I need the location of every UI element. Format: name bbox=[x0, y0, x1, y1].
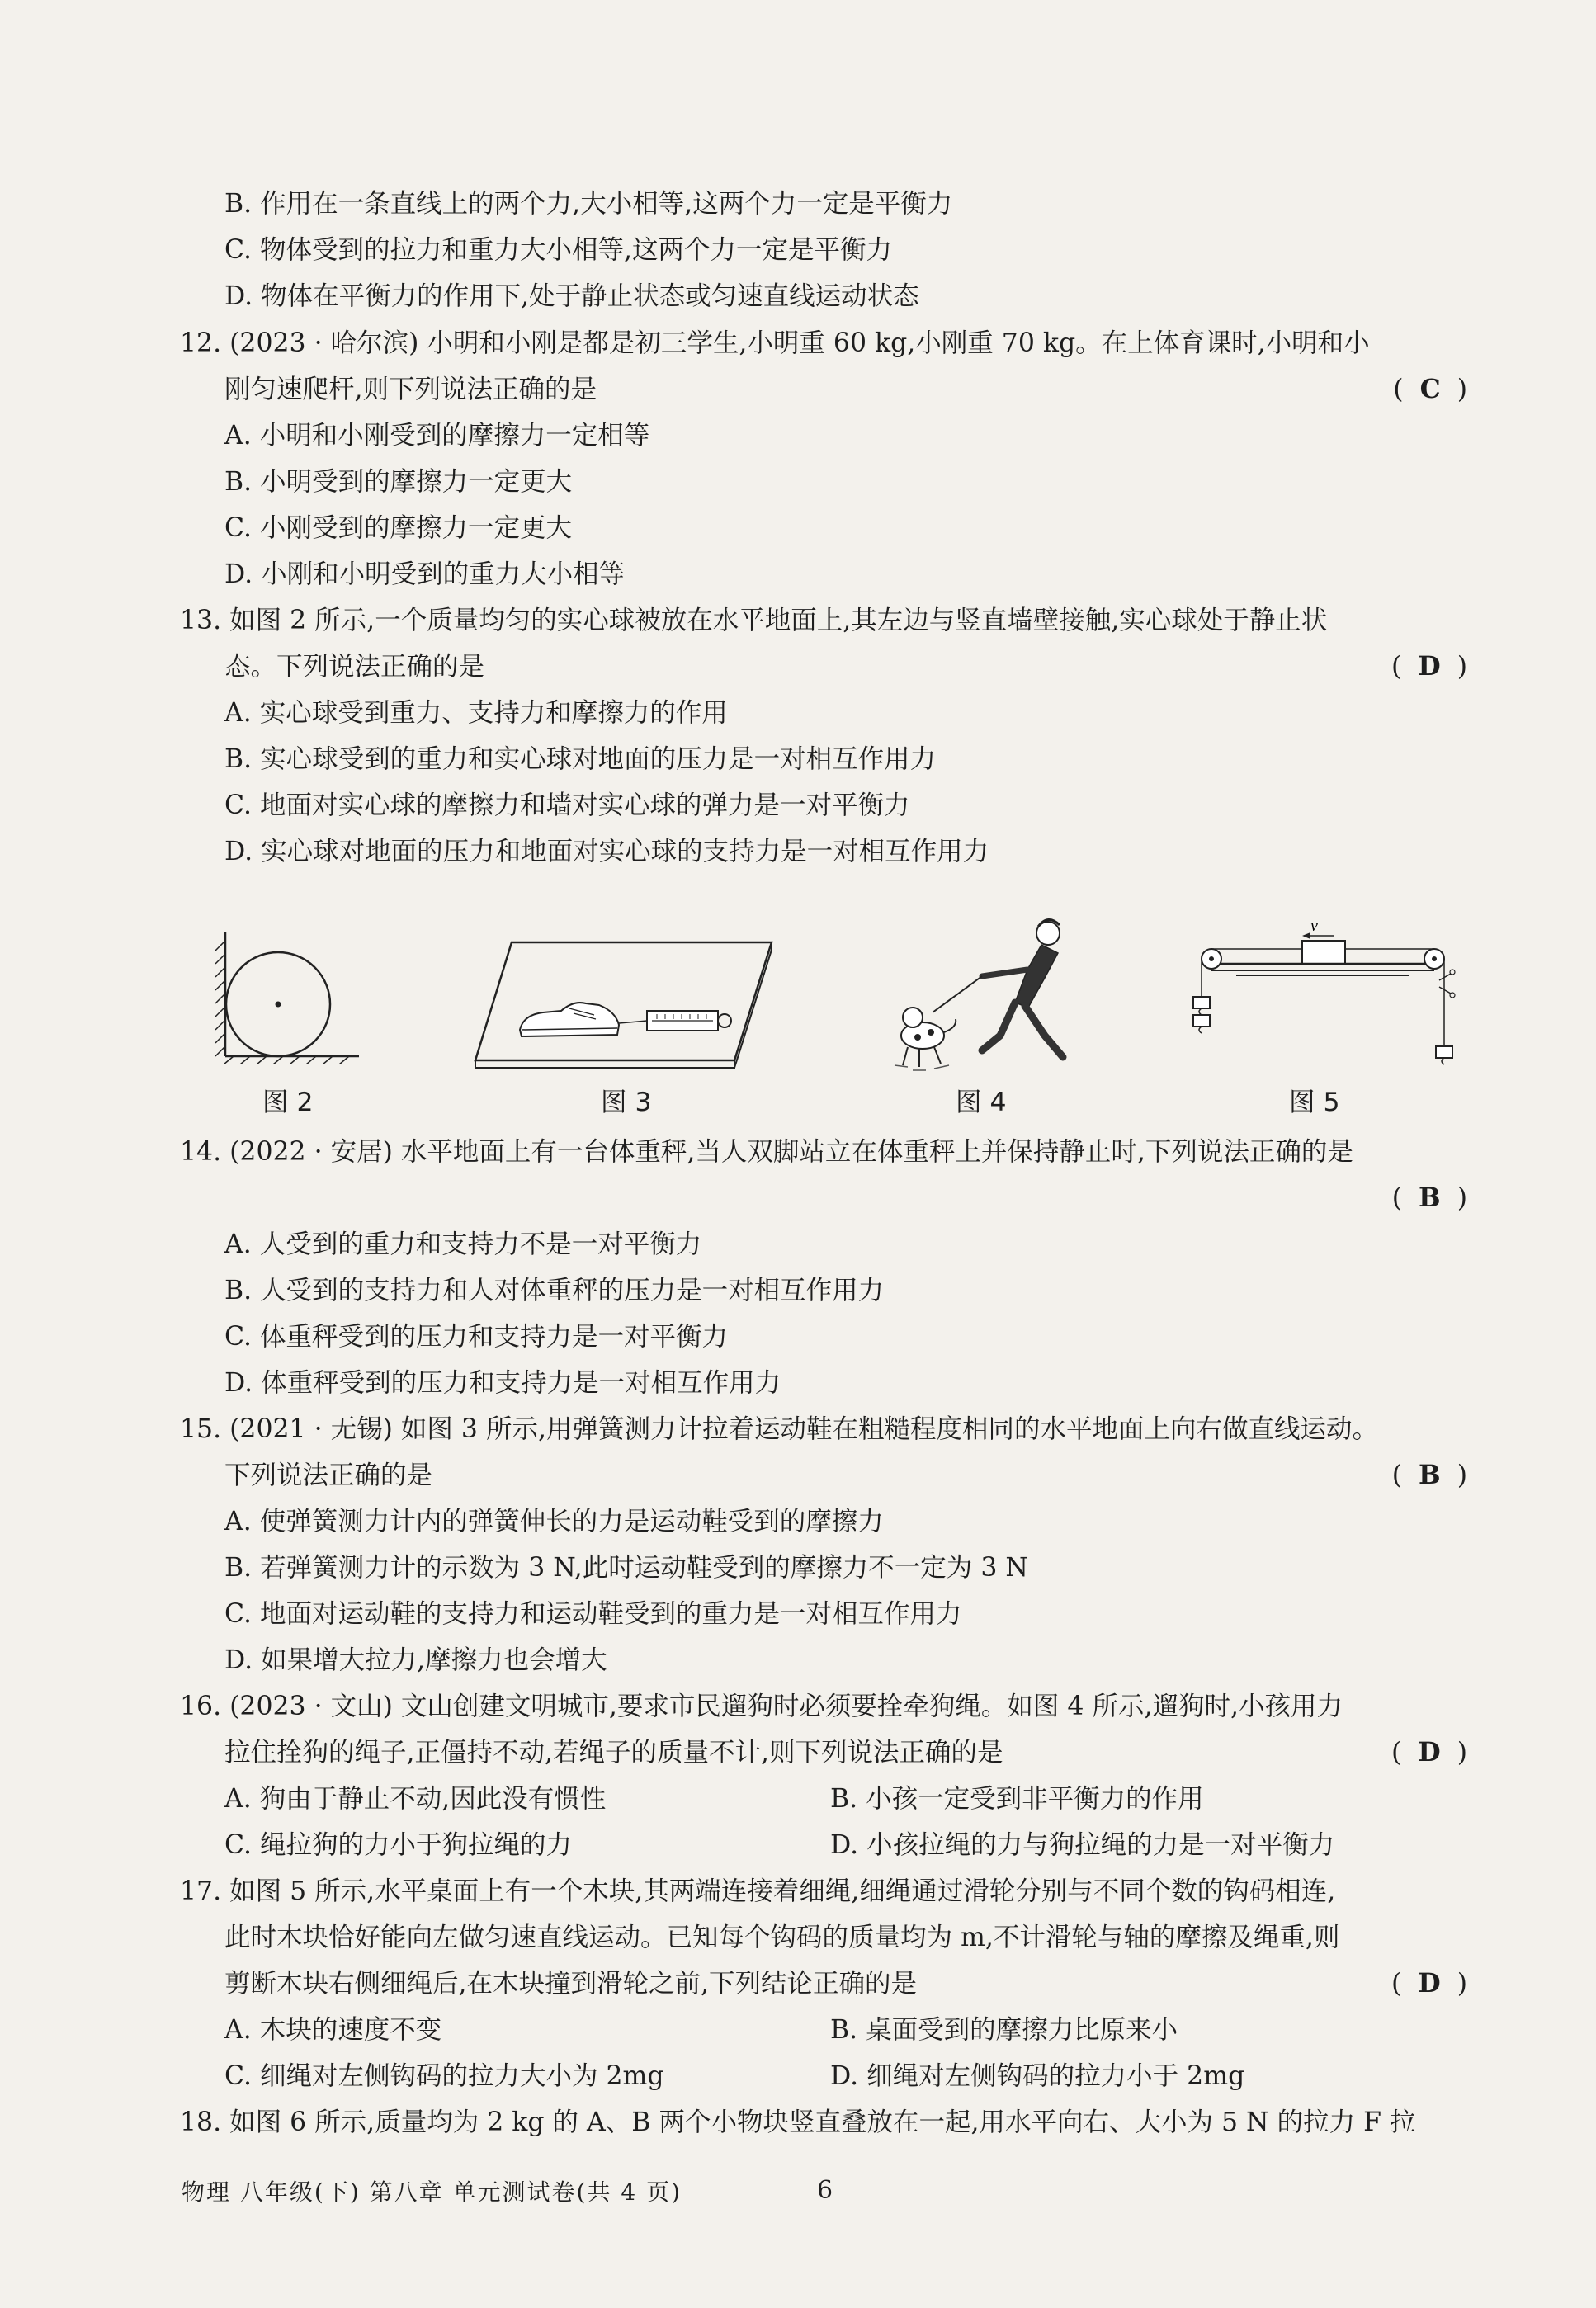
question-12-stem-cont: 刚匀速爬杆,则下列说法正确的是 bbox=[224, 375, 597, 404]
page-footer: 物理 八年级(下) 第八章 单元测试卷(共 4 页) bbox=[182, 2178, 682, 2206]
question-13-stem: 13. 如图 2 所示,一个质量均匀的实心球被放在水平地面上,其左边与竖直墙壁接触,实心球处于静止状 bbox=[180, 606, 1328, 635]
option-text: A. 狗由于静止不动,因此没有惯性 bbox=[224, 1784, 607, 1814]
answer-letter: B bbox=[1419, 1182, 1441, 1213]
question-15-stem-cont: 下列说法正确的是 bbox=[224, 1461, 433, 1490]
answer-bracket: ( B ) bbox=[1391, 1460, 1467, 1490]
question-17-stem: 17. 如图 5 所示,水平桌面上有一个木块,其两端连接着细绳,细绳通过滑轮分别与不同个数的钩码相连, bbox=[180, 1876, 1336, 1906]
question-13-stem-cont: 态。下列说法正确的是 bbox=[224, 652, 485, 682]
option-text: D. 体重秤受到的压力和支持力是一对相互作用力 bbox=[224, 1368, 781, 1398]
option-text: C. 体重秤受到的压力和支持力是一对平衡力 bbox=[224, 1322, 729, 1352]
option-text: D. 实心球对地面的压力和地面对实心球的支持力是一对相互作用力 bbox=[224, 837, 989, 866]
option-text: D. 小孩拉绳的力与狗拉绳的力是一对平衡力 bbox=[830, 1830, 1335, 1860]
question-15-stem: 15. (2021 · 无锡) 如图 3 所示,用弹簧测力计拉着运动鞋在粗糙程度相同的水平地面上向右做直线运动。 bbox=[180, 1414, 1378, 1444]
option-text: C. 地面对运动鞋的支持力和运动鞋受到的重力是一对相互作用力 bbox=[224, 1599, 962, 1629]
option-text: D. 细绳对左侧钩码的拉力小于 2mg bbox=[830, 2061, 1245, 2091]
question-16-stem: 16. (2023 · 文山) 文山创建文明城市,要求市民遛狗时必须要拴牵狗绳。如图 4 所示,遛狗时,小孩用力 bbox=[180, 1692, 1343, 1721]
answer-letter: B bbox=[1419, 1460, 1441, 1490]
question-18-stem: 18. 如图 6 所示,质量均为 2 kg 的 A、B 两个小物块竖直叠放在一起,用水平向右、大小为 5 N 的拉力 F 拉 bbox=[180, 2107, 1416, 2137]
figure-4-child-dog bbox=[883, 912, 1089, 1077]
answer-letter: D bbox=[1418, 1968, 1441, 1999]
answer-bracket: ( D ) bbox=[1391, 651, 1467, 682]
option-text: B. 桌面受到的摩擦力比原来小 bbox=[830, 2015, 1178, 2045]
option-text: A. 使弹簧测力计内的弹簧伸长的力是运动鞋受到的摩擦力 bbox=[224, 1507, 884, 1536]
option-text: B. 人受到的支持力和人对体重秤的压力是一对相互作用力 bbox=[224, 1276, 885, 1305]
question-12-stem: 12. (2023 · 哈尔滨) 小明和小刚是都是初三学生,小明重 60 kg,小刚重 70 kg。在上体育课时,小明和小 bbox=[180, 328, 1370, 358]
figure-5-pulley-block bbox=[1187, 918, 1459, 1083]
answer-bracket: ( B ) bbox=[1391, 1182, 1467, 1213]
figure-2-caption: 图 2 bbox=[262, 1088, 314, 1117]
option-text: A. 木块的速度不变 bbox=[224, 2015, 442, 2045]
option-text: C. 细绳对左侧钩码的拉力大小为 2mg bbox=[224, 2061, 664, 2091]
question-17-stem-cont: 剪断木块右侧细绳后,在木块撞到滑轮之前,下列结论正确的是 bbox=[224, 1969, 918, 1999]
option-text: B. 若弹簧测力计的示数为 3 N,此时运动鞋受到的摩擦力不一定为 3 N bbox=[224, 1553, 1028, 1583]
answer-letter: D bbox=[1418, 651, 1441, 682]
option-text: A. 实心球受到重力、支持力和摩擦力的作用 bbox=[224, 698, 728, 728]
option-text: C. 小刚受到的摩擦力一定更大 bbox=[224, 513, 573, 543]
option-text: D. 如果增大拉力,摩擦力也会增大 bbox=[224, 1645, 607, 1675]
figure-3-caption: 图 3 bbox=[601, 1088, 652, 1117]
velocity-label: v bbox=[1310, 918, 1318, 935]
figure-4-caption: 图 4 bbox=[956, 1088, 1007, 1117]
answer-bracket: ( C ) bbox=[1393, 374, 1467, 404]
option-text: C. 物体受到的拉力和重力大小相等,这两个力一定是平衡力 bbox=[224, 235, 893, 265]
question-17-stem-cont: 此时木块恰好能向左做匀速直线运动。已知每个钩码的质量均为 m,不计滑轮与轴的摩擦及绳重,则 bbox=[224, 1923, 1340, 1952]
figure-3-shoe-spring-scale bbox=[470, 932, 776, 1077]
option-text: B. 作用在一条直线上的两个力,大小相等,这两个力一定是平衡力 bbox=[224, 189, 953, 219]
option-text: A. 小明和小刚受到的摩擦力一定相等 bbox=[224, 421, 650, 451]
question-14-stem: 14. (2022 · 安居) 水平地面上有一台体重秤,当人双脚站立在体重秤上并保持静止时,下列说法正确的是 bbox=[180, 1137, 1353, 1167]
option-text: D. 物体在平衡力的作用下,处于静止状态或匀速直线运动状态 bbox=[224, 281, 919, 311]
figure-2-ball-wall bbox=[210, 924, 367, 1064]
figure-5-caption: 图 5 bbox=[1289, 1088, 1340, 1117]
option-text: B. 小孩一定受到非平衡力的作用 bbox=[830, 1784, 1204, 1814]
page-number: 6 bbox=[817, 2176, 833, 2205]
option-text: A. 人受到的重力和支持力不是一对平衡力 bbox=[224, 1230, 702, 1259]
option-text: C. 地面对实心球的摩擦力和墙对实心球的弹力是一对平衡力 bbox=[224, 791, 910, 820]
option-text: B. 小明受到的摩擦力一定更大 bbox=[224, 467, 573, 497]
option-text: C. 绳拉狗的力小于狗拉绳的力 bbox=[224, 1830, 573, 1860]
answer-bracket: ( D ) bbox=[1391, 1737, 1467, 1768]
question-16-stem-cont: 拉住拴狗的绳子,正僵持不动,若绳子的质量不计,则下列说法正确的是 bbox=[224, 1738, 1003, 1768]
answer-letter: D bbox=[1418, 1737, 1441, 1768]
answer-letter: C bbox=[1419, 374, 1441, 404]
option-text: B. 实心球受到的重力和实心球对地面的压力是一对相互作用力 bbox=[224, 744, 937, 774]
answer-bracket: ( D ) bbox=[1391, 1968, 1467, 1999]
option-text: D. 小刚和小明受到的重力大小相等 bbox=[224, 559, 626, 589]
